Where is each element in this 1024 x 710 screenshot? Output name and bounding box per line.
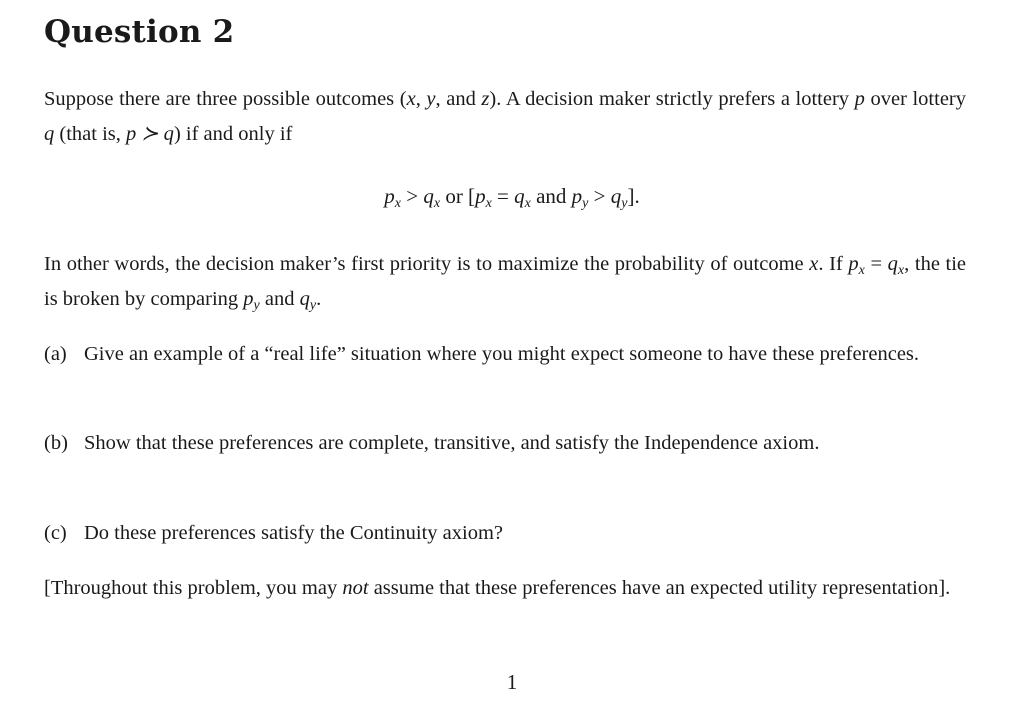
item-label: (c) [44, 522, 67, 544]
text: , the tie is broken by comparing [44, 253, 967, 310]
subscript: y [253, 298, 260, 313]
text: Suppose there are three possible outcomes ( [44, 88, 407, 110]
page-number: 1 [506, 670, 518, 694]
math-var: p [384, 184, 395, 208]
math-var: p [243, 288, 254, 310]
math-var: x [406, 88, 416, 110]
intro-paragraph [44, 82, 966, 152]
text: . [316, 288, 322, 310]
math-var: p [571, 184, 583, 208]
math-var: q [887, 253, 898, 275]
math-var: p [854, 88, 865, 110]
text: , and [435, 88, 482, 110]
note-paragraph [44, 571, 966, 606]
explanation-paragraph [44, 247, 966, 317]
sub-question-c [44, 516, 966, 551]
text: , [415, 88, 427, 110]
subscript: x [485, 196, 492, 211]
operator: = [491, 184, 515, 208]
text: In other words, the decision maker’s first priority is to maximize the probability of outcome [44, 253, 804, 275]
subscript: x [858, 263, 865, 278]
math-var: q [423, 184, 434, 208]
subscript: x [524, 196, 531, 211]
text: ). A decision maker strictly prefers a lottery [489, 88, 855, 110]
subscript: y [309, 298, 317, 313]
math-var: x [809, 253, 819, 275]
math-var: q [514, 184, 525, 208]
math-var: q [610, 184, 622, 208]
subscript: x [897, 263, 905, 278]
subscript: x [394, 196, 401, 211]
subscript: y [582, 196, 589, 211]
text: [Throughout this problem, you may [44, 577, 343, 599]
text: ]. [627, 184, 640, 208]
item-label: (a) [44, 343, 67, 365]
text: and [259, 288, 300, 310]
text: . If [818, 253, 849, 275]
text: assume that these preferences have an expected utility representation]. [368, 577, 951, 599]
text: or [ [440, 184, 476, 208]
emphasis: not [342, 577, 369, 599]
math-var: q [44, 123, 55, 145]
question-title: Question 2 [44, 14, 235, 50]
math-var: p [475, 184, 486, 208]
item-text: Do these preferences satisfy the Continuity axiom? [84, 522, 503, 544]
operator: > [588, 184, 611, 208]
sub-question-b [44, 426, 966, 461]
subscript: y [621, 196, 628, 211]
text: (that is, [54, 123, 126, 145]
item-text: Give an example of a “real life” situation where you might expect someone to have these preferences. [84, 343, 920, 365]
math-var: q [299, 288, 310, 310]
sub-question-a [44, 337, 966, 372]
text: and [530, 184, 572, 208]
math-var: y [426, 88, 436, 110]
item-label: (b) [44, 432, 68, 454]
subscript: x [433, 196, 441, 211]
text: ) if and only if [173, 123, 293, 145]
math-var: p [848, 253, 859, 275]
display-formula [0, 184, 1024, 209]
math-var: z [481, 88, 490, 110]
operator: = [864, 253, 888, 275]
text: over lottery [864, 88, 966, 110]
item-text: Show that these preferences are complete, transitive, and satisfy the Independence axiom. [84, 432, 820, 454]
preference-relation: p ≻ q [126, 123, 174, 145]
operator: > [401, 184, 424, 208]
